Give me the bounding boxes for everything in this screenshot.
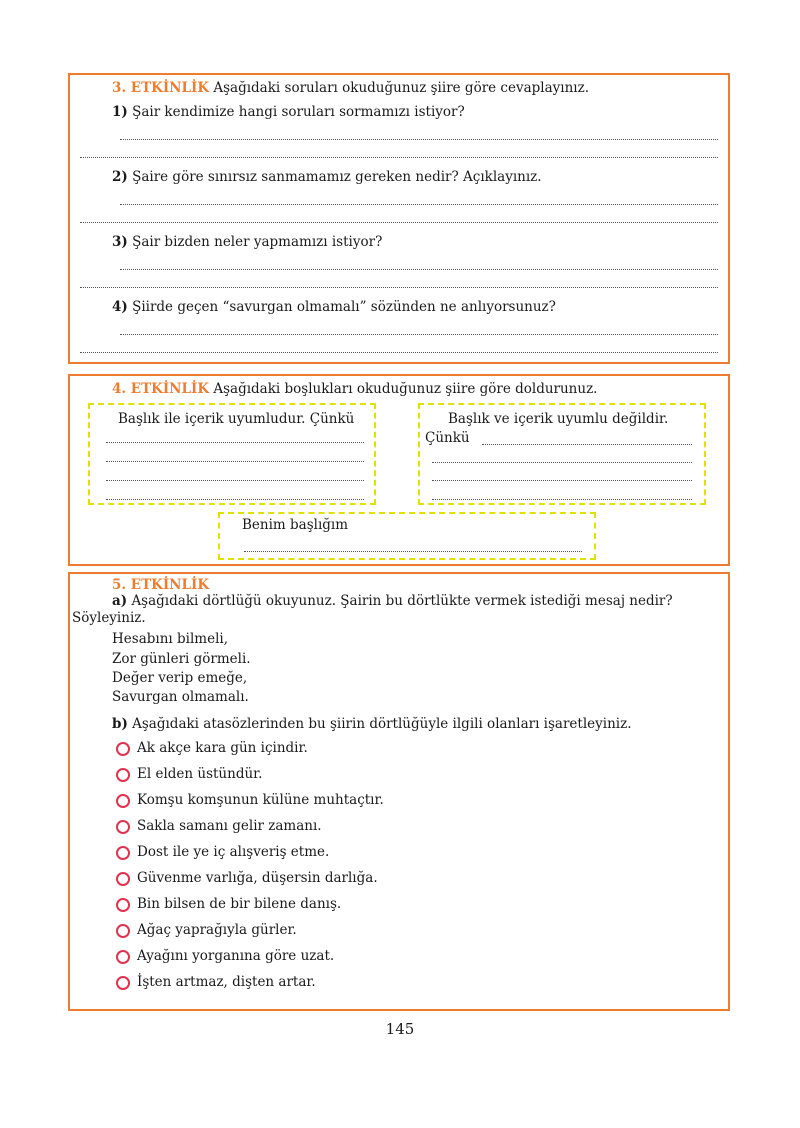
- proverb-label: Ağaç yaprağıyla gürler.: [137, 922, 297, 938]
- answer-line[interactable]: [106, 442, 364, 443]
- checkbox-circle[interactable]: [116, 872, 130, 886]
- proverb-label: Komşu komşunun külüne muhtaçtır.: [137, 792, 384, 808]
- my-title-label: Benim başlığım: [242, 517, 349, 533]
- proverb-label: El elden üstündür.: [137, 766, 263, 782]
- question-1: 1) Şair kendimize hangi soruları sormamızı istiyor?: [112, 104, 465, 120]
- poem-line: Değer verip emeğe,: [112, 670, 248, 686]
- page-number: 145: [385, 1020, 415, 1038]
- checkbox-circle[interactable]: [116, 924, 130, 938]
- checkbox-circle[interactable]: [116, 794, 130, 808]
- proverb-label: Sakla samanı gelir zamanı.: [137, 818, 322, 834]
- answer-line[interactable]: [244, 551, 582, 552]
- reason-mismatch-because: Çünkü: [425, 430, 470, 446]
- checkbox-circle[interactable]: [116, 820, 130, 834]
- activity-4-instruction: Aşağıdaki boşlukları okuduğunuz şiire göre doldurunuz.: [213, 381, 598, 397]
- question-4: 4) Şiirde geçen “savurgan olmamalı” sözünden ne anlıyorsunuz?: [112, 299, 556, 315]
- answer-line[interactable]: [106, 461, 364, 462]
- answer-line[interactable]: [80, 157, 718, 158]
- part-a-question-cont: Söyleyiniz.: [72, 610, 146, 626]
- proverb-label: Dost ile ye iç alışveriş etme.: [137, 844, 330, 860]
- answer-line[interactable]: [432, 480, 692, 481]
- proverb-label: İşten artmaz, dişten artar.: [137, 974, 316, 990]
- activity-3-instruction: Aşağıdaki soruları okuduğunuz şiire göre cevaplayınız.: [213, 80, 590, 96]
- proverb-label: Bin bilsen de bir bilene danış.: [137, 896, 342, 912]
- answer-line[interactable]: [432, 499, 692, 500]
- activity-4-label: 4. ETKİNLİK: [112, 381, 210, 397]
- proverb-label: Ak akçe kara gün içindir.: [137, 740, 308, 756]
- answer-line[interactable]: [80, 352, 718, 353]
- reason-match-label: Başlık ile içerik uyumludur. Çünkü: [118, 411, 355, 427]
- checkbox-circle[interactable]: [116, 950, 130, 964]
- poem-line: Zor günleri görmeli.: [112, 651, 251, 667]
- checkbox-circle[interactable]: [116, 742, 130, 756]
- checkbox-circle[interactable]: [116, 976, 130, 990]
- answer-line[interactable]: [106, 480, 364, 481]
- activity-5-label: 5. ETKİNLİK: [112, 577, 210, 593]
- answer-line[interactable]: [80, 287, 718, 288]
- activity-3-heading: [112, 80, 589, 96]
- proverb-label: Ayağını yorganına göre uzat.: [137, 948, 335, 964]
- answer-line[interactable]: [482, 444, 692, 445]
- answer-line[interactable]: [432, 462, 692, 463]
- answer-line[interactable]: [120, 334, 718, 335]
- poem-line: Savurgan olmamalı.: [112, 689, 249, 705]
- poem-line: Hesabını bilmeli,: [112, 631, 228, 647]
- activity-4-heading: [112, 381, 597, 397]
- question-3: 3) Şair bizden neler yapmamızı istiyor?: [112, 234, 383, 250]
- answer-line[interactable]: [106, 499, 364, 500]
- part-a-question: a) Aşağıdaki dörtlüğü okuyunuz. Şairin bu dörtlükte vermek istediği mesaj nedir?: [112, 593, 673, 609]
- checkbox-circle[interactable]: [116, 846, 130, 860]
- answer-line[interactable]: [120, 204, 718, 205]
- checkbox-circle[interactable]: [116, 898, 130, 912]
- answer-line[interactable]: [120, 269, 718, 270]
- proverb-label: Güvenme varlığa, düşersin darlığa.: [137, 870, 378, 886]
- activity-3-label: 3. ETKİNLİK: [112, 80, 210, 96]
- question-2: 2) Şaire göre sınırsız sanmamamız gereken nedir? Açıklayınız.: [112, 169, 542, 185]
- answer-line[interactable]: [80, 222, 718, 223]
- reason-mismatch-label: Başlık ve içerik uyumlu değildir.: [448, 411, 669, 427]
- part-b-question: b) Aşağıdaki atasözlerinden bu şiirin dörtlüğüyle ilgili olanları işaretleyiniz.: [112, 716, 632, 732]
- answer-line[interactable]: [120, 139, 718, 140]
- checkbox-circle[interactable]: [116, 768, 130, 782]
